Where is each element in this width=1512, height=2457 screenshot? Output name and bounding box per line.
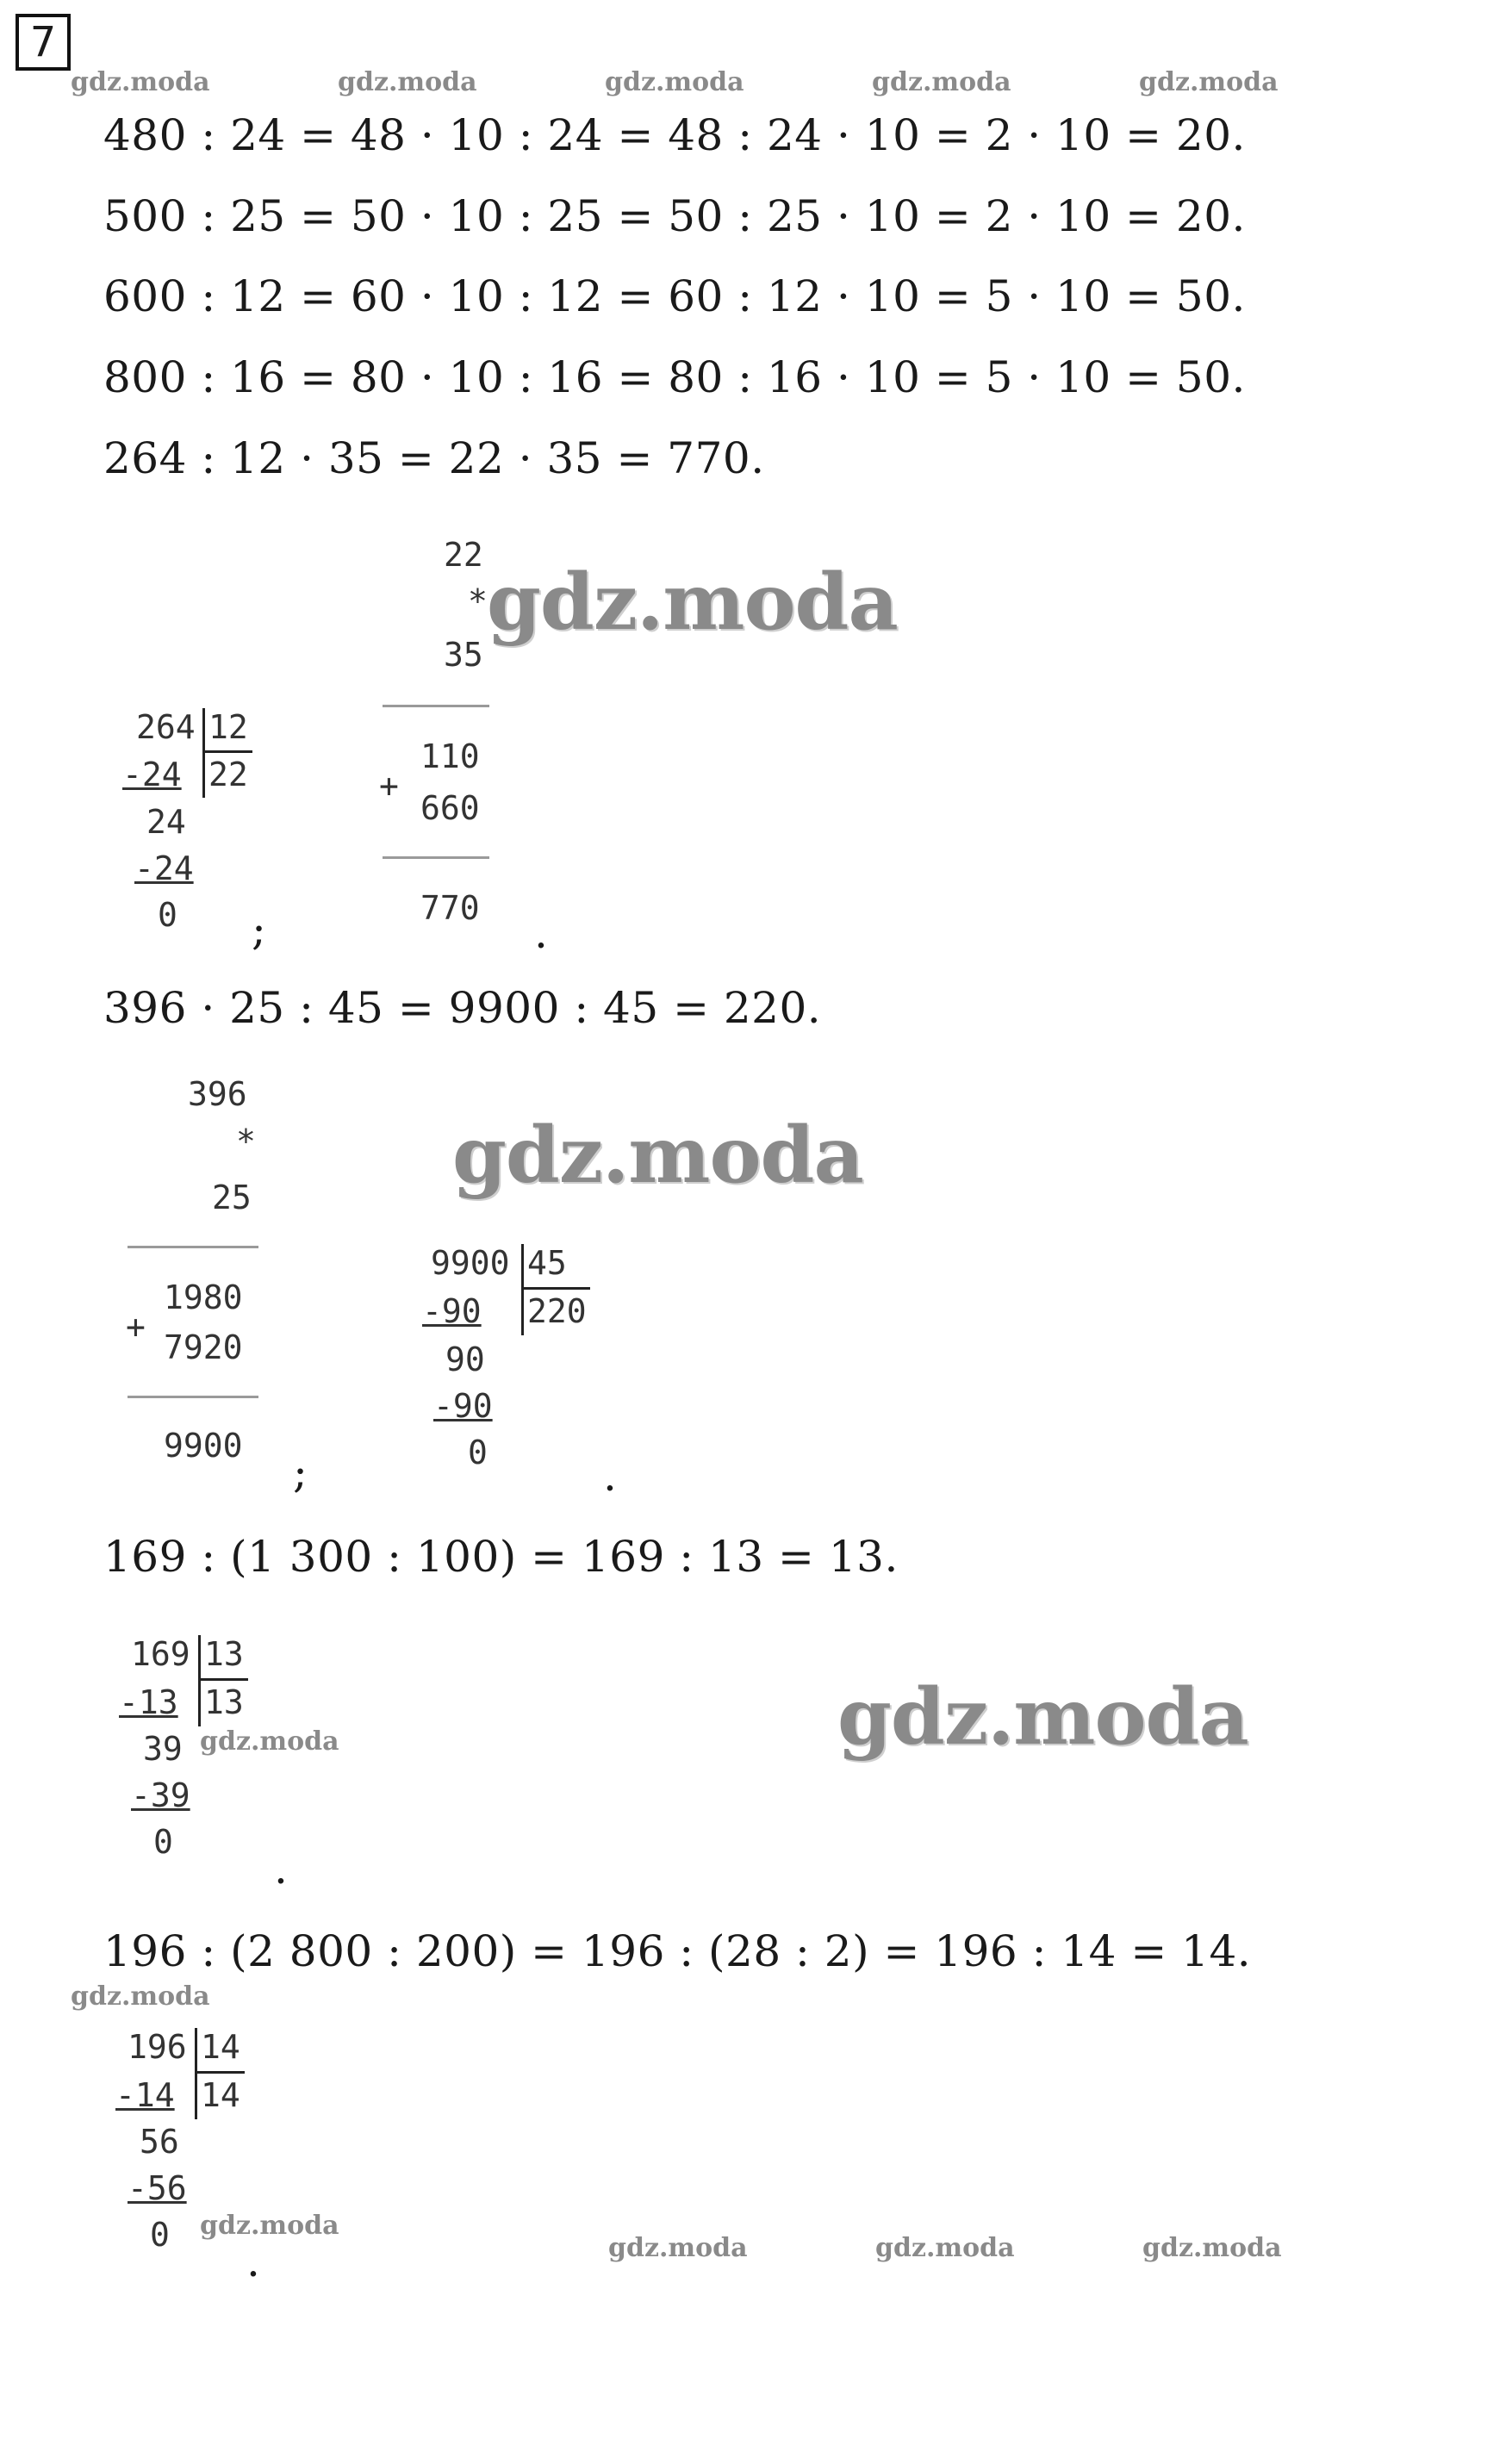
semicolon: ; [252, 905, 266, 955]
division-quotient: 220 [527, 1292, 587, 1330]
division-quotient: 13 [204, 1683, 244, 1721]
division-divisor: 14 [201, 2028, 240, 2066]
division-line [202, 750, 252, 753]
separator-line [383, 705, 489, 707]
watermark: gdz.moda [605, 67, 744, 97]
division-step: 0 [158, 896, 177, 934]
division-step: -14 [115, 2076, 175, 2114]
mult-operand-b: 35 [444, 636, 483, 674]
period: . [534, 908, 548, 958]
watermark-large: gdz.moda [452, 1110, 863, 1201]
watermark: gdz.moda [1142, 2233, 1282, 2263]
period: . [274, 1844, 288, 1894]
watermark: gdz.moda [872, 67, 1011, 97]
division-step: -90 [422, 1292, 482, 1330]
division-dividend: 169 [131, 1635, 190, 1673]
division-step: -39 [131, 1776, 190, 1814]
watermark-large: gdz.moda [487, 557, 898, 648]
division-step: -24 [122, 756, 182, 793]
separator-line [383, 856, 489, 859]
watermark: gdz.moda [608, 2233, 748, 2263]
mult-partial: 660 [420, 789, 480, 827]
semicolon: ; [293, 1447, 308, 1497]
equation-line: 396 · 25 : 45 = 9900 : 45 = 220. [103, 983, 822, 1033]
division-dividend: 9900 [431, 1244, 510, 1282]
watermark: gdz.moda [200, 2211, 339, 2241]
division-quotient: 22 [208, 756, 248, 793]
division-step: 56 [140, 2123, 179, 2161]
watermark: gdz.moda [875, 2233, 1015, 2263]
division-quotient: 14 [201, 2076, 240, 2114]
division-bar [202, 708, 205, 798]
separator-line [128, 1246, 258, 1248]
division-dividend: 196 [128, 2028, 187, 2066]
division-step: -90 [433, 1387, 493, 1425]
equation-line: 600 : 12 = 60 · 10 : 12 = 60 : 12 · 10 = 5 · 10 = 50. [103, 271, 1246, 321]
exercise-number: 7 [16, 14, 71, 71]
watermark: gdz.moda [338, 67, 477, 97]
mult-operator: * [236, 1123, 256, 1160]
division-step: 0 [153, 1823, 173, 1861]
mult-operand-a: 22 [444, 536, 483, 574]
watermark: gdz.moda [71, 67, 210, 97]
division-step: 39 [143, 1730, 183, 1768]
separator-line [128, 1396, 258, 1398]
division-step: 90 [445, 1340, 485, 1378]
mult-operand-b: 25 [212, 1179, 252, 1216]
equation-line: 169 : (1 300 : 100) = 169 : 13 = 13. [103, 1532, 899, 1582]
division-bar [198, 1635, 201, 1726]
mult-result: 9900 [164, 1427, 243, 1465]
division-divisor: 12 [208, 708, 248, 746]
division-step: -24 [134, 849, 194, 887]
period: . [246, 2236, 260, 2286]
equation-line: 196 : (2 800 : 200) = 196 : (28 : 2) = 196 : 14 = 14. [103, 1926, 1252, 1976]
division-dividend: 264 [136, 708, 196, 746]
mult-plus-sign: + [379, 767, 399, 805]
period: . [603, 1451, 617, 1501]
equation-line: 480 : 24 = 48 · 10 : 24 = 48 : 24 · 10 = 2 · 10 = 20. [103, 110, 1246, 160]
division-line [521, 1287, 590, 1290]
division-divisor: 45 [527, 1244, 567, 1282]
division-line [195, 2071, 245, 2074]
mult-plus-sign: + [126, 1308, 146, 1346]
equation-line: 500 : 25 = 50 · 10 : 25 = 50 : 25 · 10 = 2 · 10 = 20. [103, 191, 1246, 241]
watermark: gdz.moda [1139, 67, 1279, 97]
division-bar [195, 2028, 197, 2119]
equation-line: 264 : 12 · 35 = 22 · 35 = 770. [103, 433, 765, 483]
division-step: -13 [119, 1683, 178, 1721]
mult-partial: 7920 [164, 1328, 243, 1366]
mult-partial: 1980 [164, 1278, 243, 1316]
mult-operator: * [468, 582, 488, 620]
division-line [198, 1678, 248, 1681]
mult-result: 770 [420, 889, 480, 927]
watermark: gdz.moda [200, 1726, 339, 1757]
division-step: 24 [146, 803, 186, 841]
division-step: -56 [128, 2169, 187, 2207]
division-step: 0 [150, 2216, 170, 2254]
division-divisor: 13 [204, 1635, 244, 1673]
mult-operand-a: 396 [188, 1075, 247, 1113]
equation-line: 800 : 16 = 80 · 10 : 16 = 80 : 16 · 10 = 5 · 10 = 50. [103, 352, 1246, 402]
watermark: gdz.moda [71, 1981, 210, 2012]
mult-partial: 110 [420, 737, 480, 775]
division-bar [521, 1244, 524, 1335]
division-step: 0 [468, 1434, 488, 1471]
watermark-large: gdz.moda [837, 1671, 1248, 1763]
